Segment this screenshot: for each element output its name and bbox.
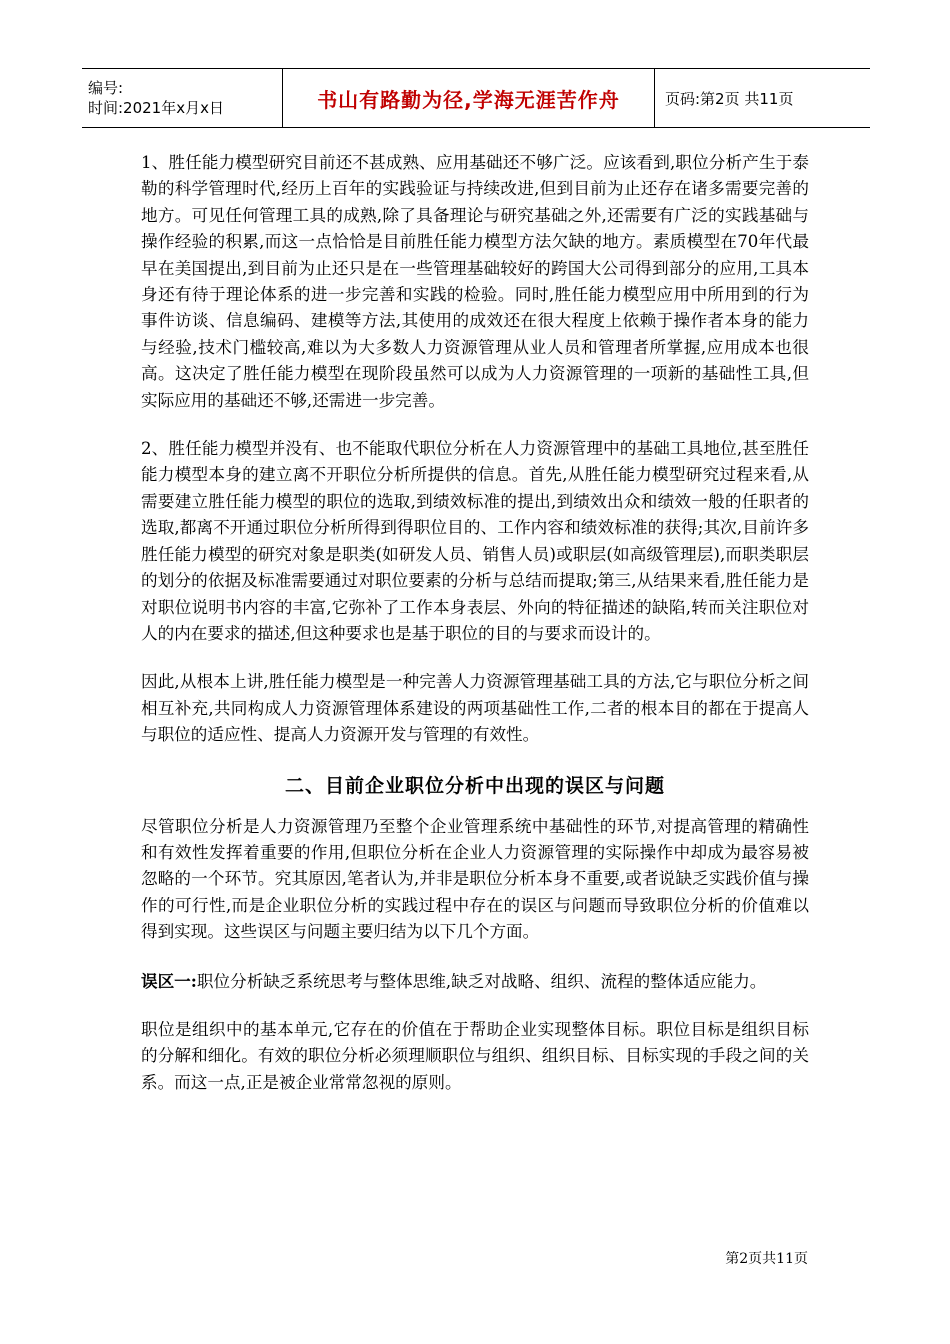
paragraph-5 [141, 968, 809, 995]
document-time: 时间:2021年x月x日 [88, 99, 224, 117]
page-footer: 第2页共11页 [725, 1251, 808, 1267]
paragraph-3: 因此,从根本上讲,胜任能力模型是一种完善人力资源管理基础工具的方法,它与职位分析之间相互补充,共同构成人力资源管理体系建设的两项基础性工作,二者的根本目的都在于提高人与职位的适应性、提高人力资源开发与管理的有效性。 [141, 672, 809, 745]
page-header [82, 68, 870, 128]
header-motto: 书山有路勤为径,学海无涯苦作舟 [317, 87, 620, 112]
paragraph-6: 职位是组织中的基本单元,它存在的价值在于帮助企业实现整体目标。职位目标是组织目标的分解和细化。有效的职位分析必须理顺职位与组织、组织目标、目标实现的手段之间的关系。而这一点,正是被企业常常忽视的原则。 [141, 1019, 809, 1092]
document-number-label: 编号: [88, 79, 124, 97]
header-page-code-cell [655, 69, 870, 127]
section-heading: 二、目前企业职位分析中出现的误区与问题 [284, 774, 665, 797]
paragraph-4: 尽管职位分析是人力资源管理乃至整个企业管理系统中基础性的环节,对提高管理的精确性和有效性发挥着重要的作用,但职位分析在企业人力资源管理的实际操作中却成为最容易被忽略的一个环节。究其原因,笔者认为,并非是职位分析本身不重要,或者说缺乏实践价值与操作的可行性,而是企业职位分析的实践过程中存在的误区与问题而导致职位分析的价值难以得到实现。这些误区与问题主要归结为以下几个方面。 [141, 816, 809, 942]
misconception-label: 误区一: [141, 970, 197, 991]
header-page-code: 页码:第2页 共11页 [665, 89, 794, 108]
paragraph-2: 2、胜任能力模型并没有、也不能取代职位分析在人力资源管理中的基础工具地位,甚至胜任能力模型本身的建立离不开职位分析所提供的信息。首先,从胜任能力模型研究过程来看,从需要建立胜任能力模型的职位的选取,到绩效标准的提出,到绩效出众和绩效一般的任职者的选取,都离不开通过职位分析所得到得职位目的、工作内容和绩效标准的获得;其次,目前许多胜任能力模型的研究对象是职类(如研发人员、销售人员)或职层(如高级管理层),而职类职层的划分的依据及标准需要通过对职位要素的分析与总结而提取;第三,从结果来看,胜任能力是对职位说明书内容的丰富,它弥补了工作本身表层、外向的特征描述的缺陷,转而关注职位对人的内在要求的描述,但这种要求也是基于职位的目的与要求而设计的。 [141, 439, 809, 643]
header-meta [82, 69, 282, 127]
header-motto-cell [282, 69, 655, 127]
document-body [141, 150, 809, 1118]
paragraph-1: 1、胜任能力模型研究目前还不甚成熟、应用基础还不够广泛。应该看到,职位分析产生于泰勒的科学管理时代,经历上百年的实践验证与持续改进,但到目前为止还存在诸多需要完善的地方。可见任何管理工具的成熟,除了具备理论与研究基础之外,还需要有广泛的实践基础与操作经验的积累,而这一点恰恰是目前胜任能力模型方法欠缺的地方。素质模型在70年代最早在美国提出,到目前为止还只是在一些管理基础较好的跨国大公司得到部分的应用,工具本身还有待于理论体系的进一步完善和实践的检验。同时,胜任能力模型应用中所用到的行为事件访谈、信息编码、建模等方法,其使用的成效还在很大程度上依赖于操作者本身的能力与经验,技术门槛较高,难以为大多数人力资源管理从业人员和管理者所掌握,应用成本也很高。这决定了胜任能力模型在现阶段虽然可以成为人力资源管理的一项新的基础性工具,但实际应用的基础还不够,还需进一步完善。 [141, 153, 809, 410]
misconception-text: 职位分析缺乏系统思考与整体思维,缺乏对战略、组织、流程的整体适应能力。 [196, 971, 767, 991]
